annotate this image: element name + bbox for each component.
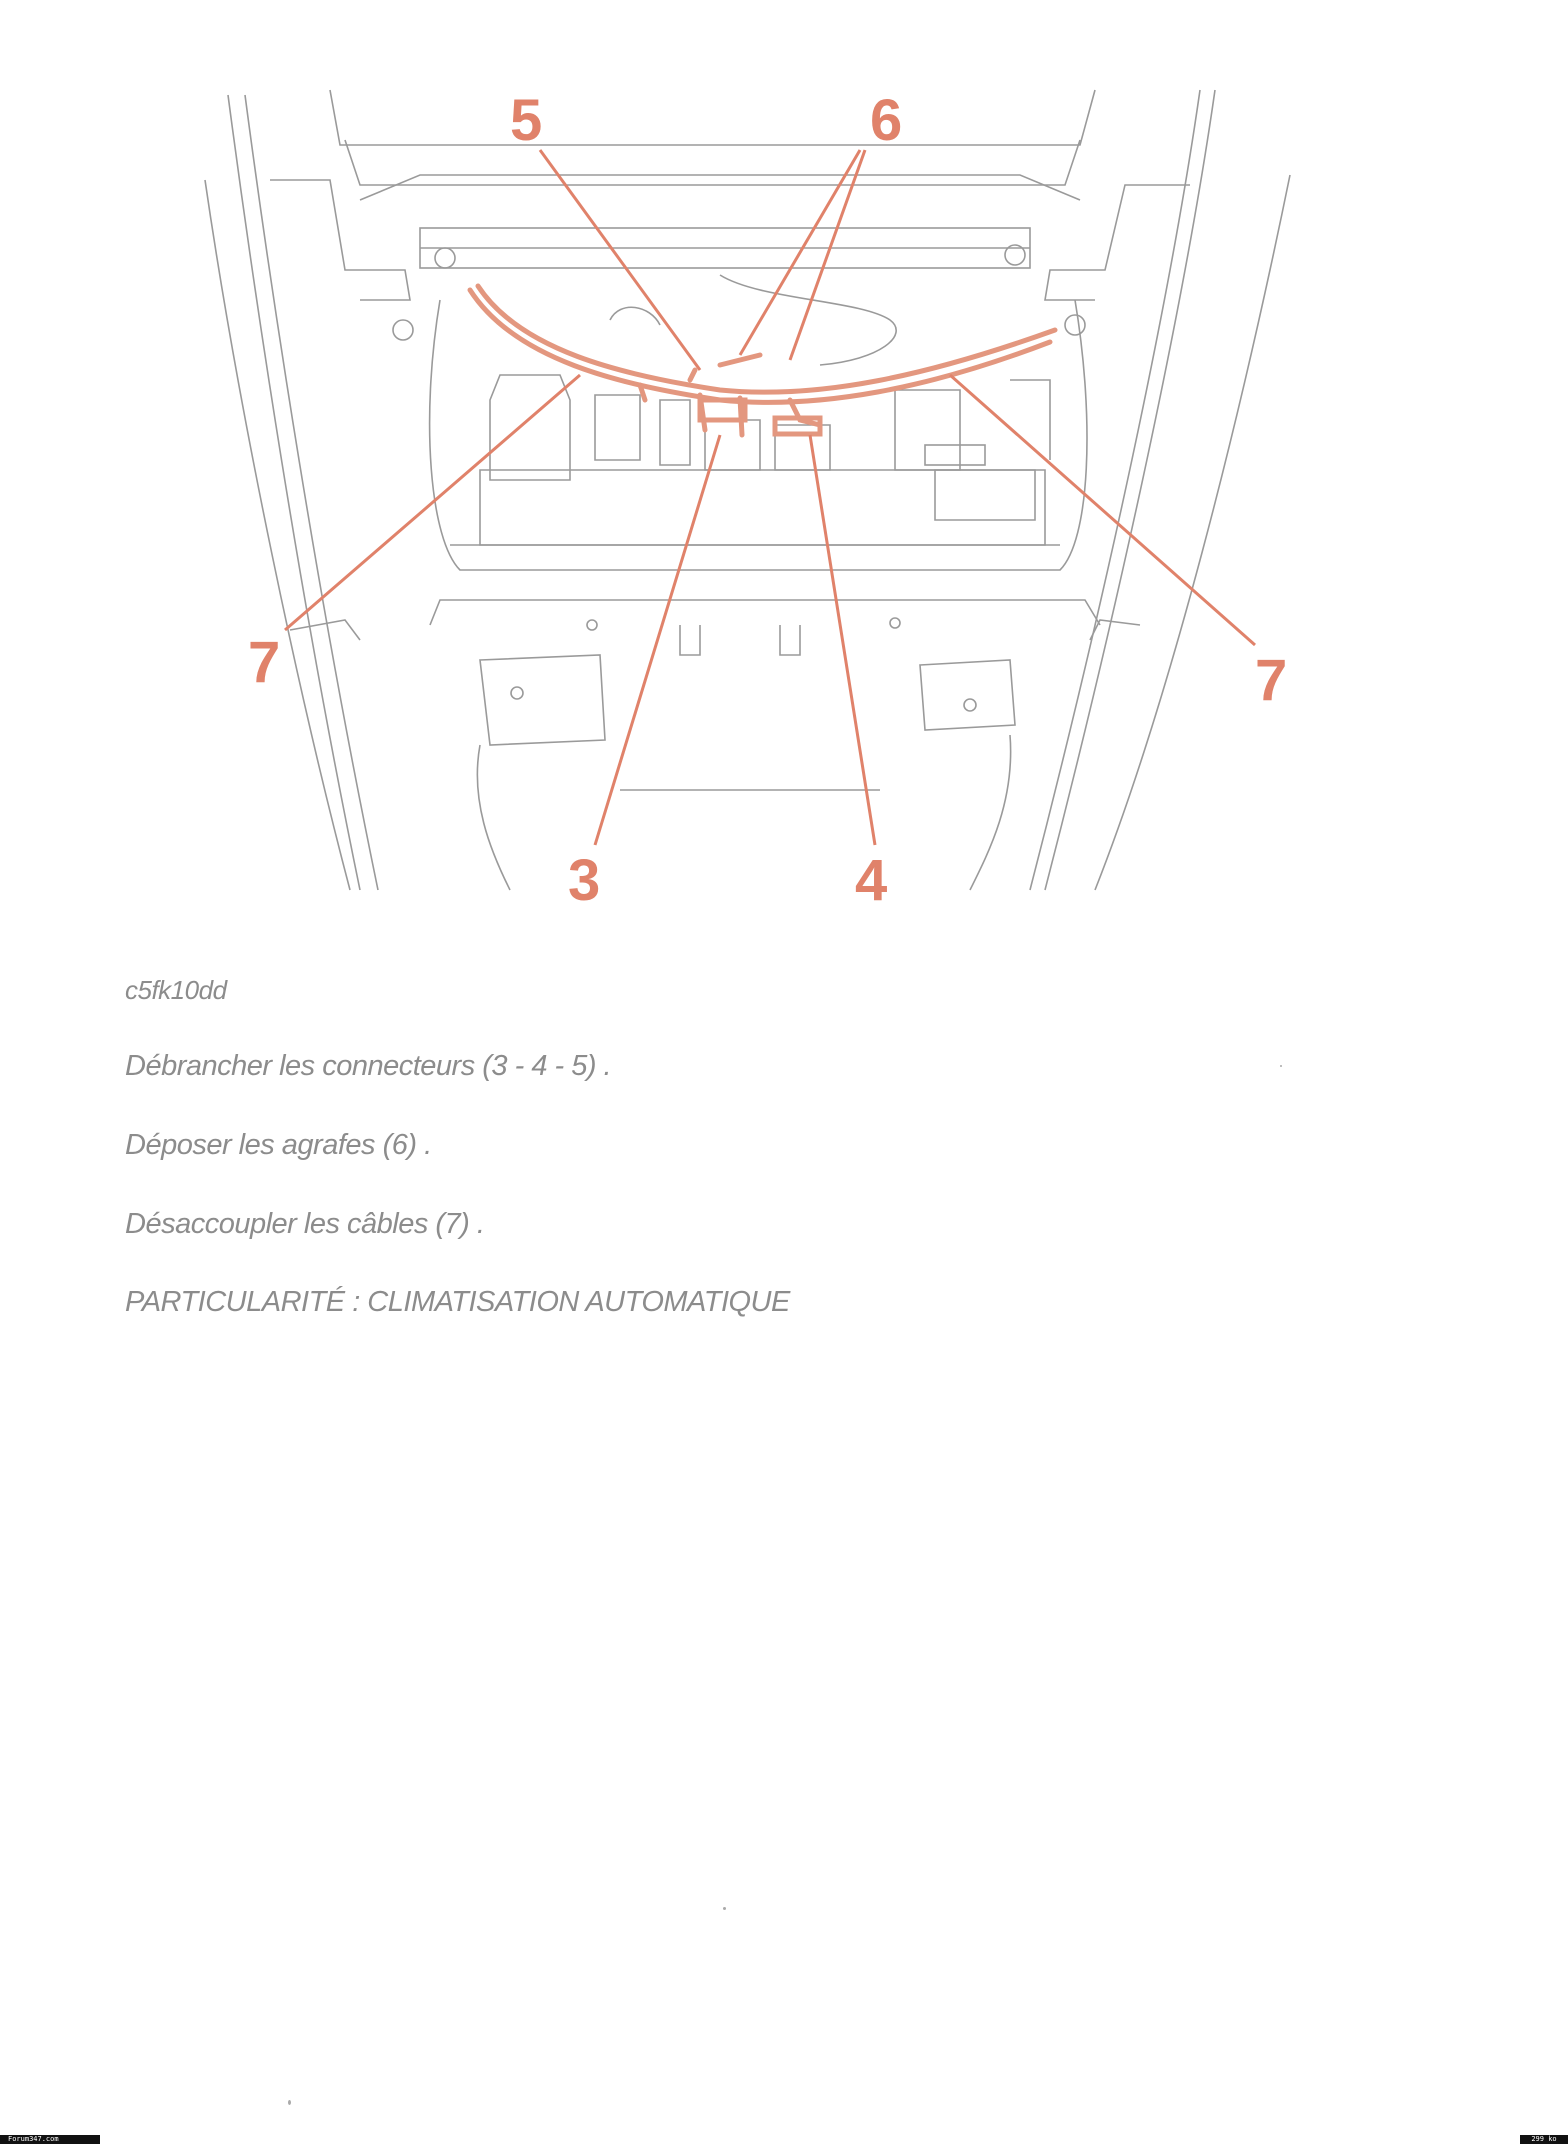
instruction-step-1: Débrancher les connecteurs (3 - 4 - 5) . xyxy=(125,1050,612,1082)
instruction-step-2: Déposer les agrafes (6) . xyxy=(125,1129,432,1161)
technical-diagram xyxy=(0,0,1568,920)
particularity-note: PARTICULARITÉ : CLIMATISATION AUTOMATIQUE xyxy=(125,1286,790,1318)
wiring-harness xyxy=(470,286,1055,435)
callout-5: 5 xyxy=(510,88,543,153)
scan-speck xyxy=(1280,1065,1282,1067)
instruction-step-3: Désaccoupler les câbles (7) . xyxy=(125,1208,485,1240)
footer-source-label: Forum347.com xyxy=(0,2135,100,2144)
figure-reference-code: c5fk10dd xyxy=(125,975,227,1005)
callout-7-right: 7 xyxy=(1255,648,1288,713)
dashboard-outline xyxy=(205,90,1290,890)
callout-3: 3 xyxy=(568,848,601,913)
dashboard-wiring-illustration xyxy=(0,0,1568,920)
callout-7-left: 7 xyxy=(248,630,281,695)
callout-4: 4 xyxy=(855,848,888,913)
scan-speck xyxy=(288,2100,291,2105)
scan-speck xyxy=(723,1907,726,1910)
footer-size-label: 299 ko xyxy=(1520,2135,1568,2144)
callout-6: 6 xyxy=(870,88,903,153)
